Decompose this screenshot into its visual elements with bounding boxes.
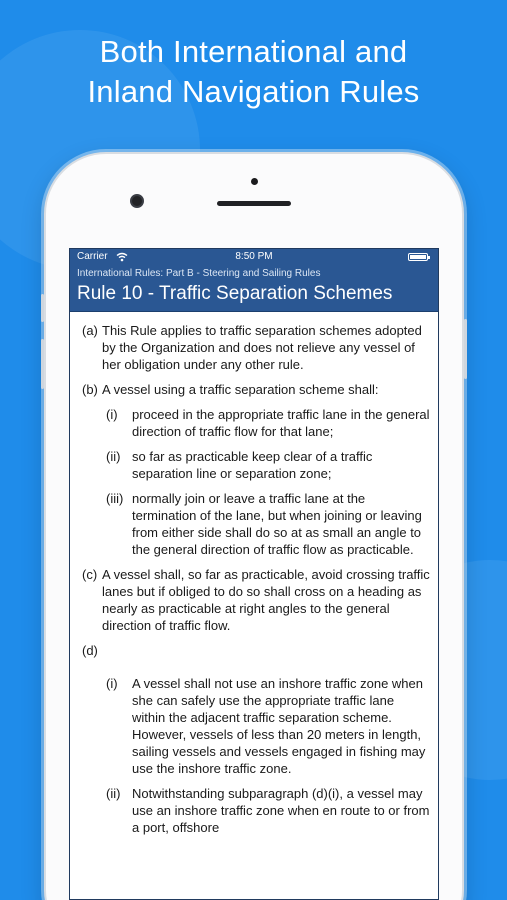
subparagraph-d-ii xyxy=(106,785,430,836)
subparagraph-text: proceed in the appropriate traffic lane in the general direction of traffic flow for that lane; xyxy=(132,407,430,439)
paragraph-text: This Rule applies to traffic separation schemes adopted by the Organization and does not relieve any vessel of her obligation under any other rule. xyxy=(102,323,422,372)
headline-line-1: Both International and xyxy=(99,34,408,69)
subparagraph-b-iii xyxy=(106,490,430,558)
paragraph-label: (d) xyxy=(82,643,98,658)
power-button xyxy=(464,319,467,379)
carrier-label: Carrier xyxy=(77,251,108,262)
subparagraph-label: (ii) xyxy=(106,449,121,464)
volume-button xyxy=(41,294,44,322)
proximity-sensor xyxy=(251,178,258,185)
headline-line-2: Inland Navigation Rules xyxy=(87,74,420,109)
paragraph-text: A vessel using a traffic separation scheme shall: xyxy=(102,382,379,397)
paragraph-c xyxy=(82,566,430,634)
page-title: Rule 10 - Traffic Separation Schemes xyxy=(77,283,393,304)
status-bar xyxy=(70,249,438,265)
rule-content[interactable] xyxy=(70,312,438,836)
subparagraph-b-i xyxy=(106,406,430,440)
subparagraph-label: (i) xyxy=(106,676,118,691)
marketing-headline xyxy=(0,32,507,112)
phone-screen xyxy=(69,248,439,900)
volume-button xyxy=(41,339,44,389)
paragraph-a xyxy=(82,322,430,373)
paragraph-label: (a) xyxy=(82,323,98,338)
subparagraph-text: Notwithstanding subparagraph (d)(i), a vessel may use an inshore traffic zone when en route to or from a port, offshore xyxy=(132,786,430,835)
front-camera xyxy=(130,194,144,208)
paragraph-label: (c) xyxy=(82,567,98,582)
navigation-header xyxy=(70,265,438,312)
subparagraph-label: (ii) xyxy=(106,786,121,801)
subparagraph-b-ii xyxy=(106,448,430,482)
breadcrumb[interactable]: International Rules: Part B - Steering and Sailing Rules xyxy=(77,268,321,279)
subparagraph-label: (i) xyxy=(106,407,118,422)
paragraph-b xyxy=(82,381,430,398)
subparagraph-d-i xyxy=(106,675,430,777)
paragraph-d xyxy=(82,642,430,659)
battery-icon xyxy=(408,253,428,261)
subparagraph-text: so far as practicable keep clear of a traffic separation line or separation zone; xyxy=(132,449,373,481)
subparagraph-label: (iii) xyxy=(106,491,124,506)
status-time: 8:50 PM xyxy=(235,251,273,262)
paragraph-text: A vessel shall, so far as practicable, avoid crossing traffic lanes but if obliged to do so shall cross on a heading as nearly as practicable at right angles to the general direction of traffic flow. xyxy=(102,567,430,633)
subparagraph-text: A vessel shall not use an inshore traffic zone when she can safely use the appropriate traffic lane within the adjacent traffic separation scheme. However, vessels of less than 20 meters in length, sailing vessels and vessels engaged in fishing may use the inshore traffic zone. xyxy=(132,676,426,776)
paragraph-label: (b) xyxy=(82,382,98,397)
earpiece-speaker xyxy=(217,201,291,206)
subparagraph-text: normally join or leave a traffic lane at the termination of the lane, but when joining or leaving from either side shall do so at as small an angle to the general direction of traffic flow as practicable. xyxy=(132,491,422,557)
